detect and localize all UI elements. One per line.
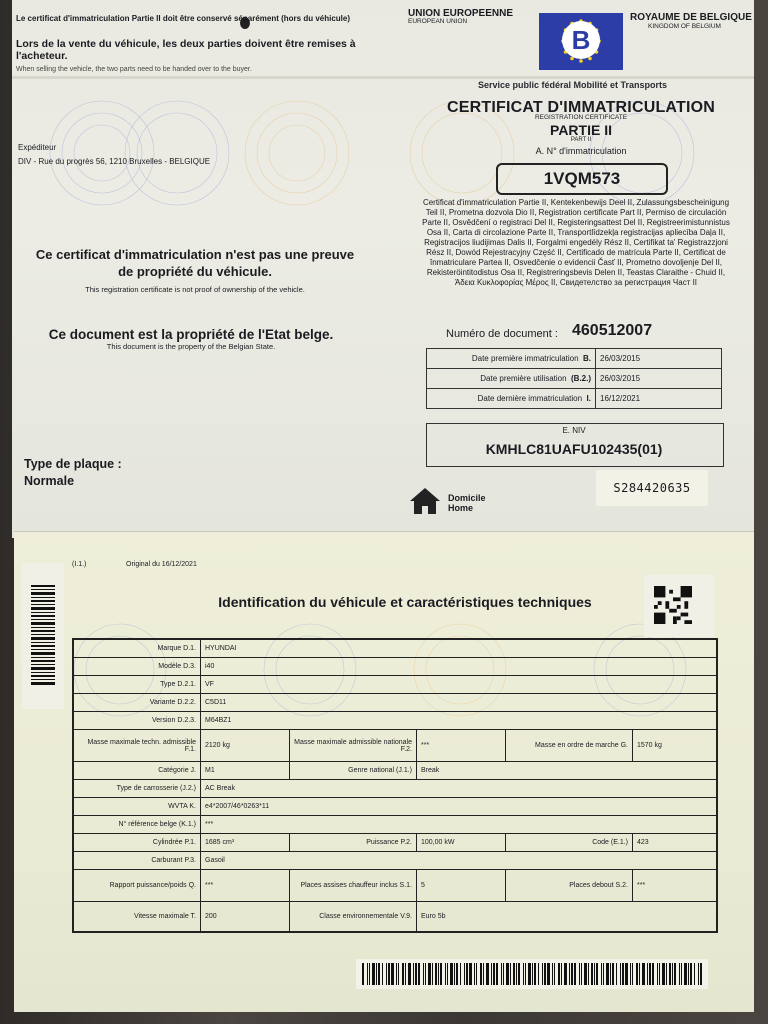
barcode-icon: [22, 563, 64, 709]
table-row: [73, 694, 717, 712]
part-title: PARTIE II: [550, 122, 612, 138]
table-row: [427, 349, 722, 369]
row-label: Cylindrée P.1.: [73, 834, 201, 852]
row-label: Places debout S.2.: [506, 870, 633, 902]
row-label: Vitesse maximale T.: [73, 902, 201, 932]
row-value: ***: [633, 870, 718, 902]
row-value: 200: [201, 902, 290, 932]
table-row: [73, 852, 717, 870]
row-label: Version D.2.3.: [73, 712, 201, 730]
date-label: Date première immatriculation B.: [427, 349, 596, 369]
fold-line: [12, 76, 754, 79]
table-row: [73, 870, 717, 902]
document-number: 460512007: [572, 322, 653, 339]
plate-type: [24, 456, 122, 490]
keep-separately-note: Le certificat d'immatriculation Partie II doit être conservé séparément (hors du véhicule): [16, 14, 350, 23]
table-row: [427, 389, 722, 409]
plate-type-value: Normale: [24, 474, 75, 488]
table-row: [73, 712, 717, 730]
table-row: [73, 798, 717, 816]
table-row: [73, 816, 717, 834]
row-value: 423: [633, 834, 718, 852]
row-value: e4*2007/46*0263*11: [201, 798, 718, 816]
row-label: Catégorie J.: [73, 762, 201, 780]
date-value: 16/12/2021: [596, 389, 722, 409]
row-value: AC Break: [201, 780, 718, 798]
domicile-text: Domicile: [448, 493, 486, 503]
row-value: Euro 5b: [417, 902, 718, 932]
home-icon: [408, 486, 442, 516]
plate-type-label: Type de plaque :: [24, 457, 122, 471]
sender-label: Expéditeur: [18, 143, 57, 152]
state-property-note-en: This document is the property of the Belgian State.: [106, 342, 276, 351]
row-label: Masse en ordre de marche G.: [506, 730, 633, 762]
row-label: Genre national (J.1.): [290, 762, 417, 780]
original-date: Original du 16/12/2021: [126, 561, 197, 568]
row-label: Marque D.1.: [73, 639, 201, 658]
eu-label: UNION EUROPEENNE: [408, 8, 514, 19]
row-label: N° référence belge (K.1.): [73, 816, 201, 834]
original-code: (I.1.): [72, 561, 87, 568]
sender-address: DIV - Rue du progrès 56, 1210 Bruxelles - BELGIQUE: [18, 157, 211, 166]
date-label: Date première utilisation (B.2.): [427, 369, 596, 389]
plate-label: A. N° d'immatriculation: [535, 146, 627, 156]
technical-characteristics-table: [72, 638, 718, 933]
home-text: Home: [448, 503, 474, 513]
document-number-label: Numéro de document :: [446, 328, 558, 340]
row-value: M1: [201, 762, 290, 780]
date-label: Date dernière immatriculation I.: [427, 389, 596, 409]
row-value: VF: [201, 676, 718, 694]
sale-note-en: When selling the vehicle, the two parts need to be handed over to the buyer.: [16, 66, 252, 73]
row-value: Break: [417, 762, 718, 780]
row-label: Places assises chauffeur inclus S.1.: [290, 870, 417, 902]
row-value: HYUNDAI: [201, 639, 718, 658]
row-value: 1570 kg: [633, 730, 718, 762]
row-label: Carburant P.3.: [73, 852, 201, 870]
part-title-en: PART II: [570, 137, 592, 143]
row-label: Type D.2.1.: [73, 676, 201, 694]
date-value: 26/03/2015: [596, 369, 722, 389]
sale-note: Lors de la vente du véhicule, les deux parties doivent être remises à l'acheteur.: [16, 38, 356, 62]
multilingual-titles: Certificat d'immatriculation Partie II, Kentekenbewijs Deel II, Zulassungsbescheinigung Teil II, Prometna dozvola Dio II, Registration certificate Part II, Permiso de circulación Parte II, Osvědčení o registraci Del II, Registeringsattest Del II, Registreerimistunnistus Osa II, Carta di circolazione Parte II, Transportlīdzekļa registracijas apliecība Daļa II, Registracijos liudijimas Dalis II, Forgalmi engedély Rész II, Certifikat ta' Registrazzjoni Rész II, Dowód Rejestracyjny Część II, Certificado de matrícula Parte II, Certificat de înmatriculare Partea II, Osvedčenie o evidencii Časť II, Prometno dovoljenje Del II, Rekisteröintitodistus Osa II, Registreringsbevis Delen II, Teastas Claraithe - Chuid II, Άδεια Κυκλοφορίας Μέρος II, Свидетелство за регистрация Част II: [422, 198, 730, 287]
table-row: [73, 676, 717, 694]
table-row: [73, 780, 717, 798]
ownership-disclaimer-en: This registration certificate is not proof of ownership of the vehicle.: [85, 285, 305, 294]
table-row: [73, 902, 717, 932]
service-name: Service public fédéral Mobilité et Transports: [478, 80, 668, 90]
kingdom-label-en: KINGDOM OF BELGIUM: [648, 23, 721, 30]
table-row: [73, 730, 717, 762]
row-value: ***: [417, 730, 506, 762]
eu-label-en: EUROPEAN UNION: [408, 18, 468, 25]
registration-number: 1VQM573: [496, 163, 668, 195]
row-label: Rapport puissance/poids Q.: [73, 870, 201, 902]
row-value: ***: [201, 816, 718, 834]
horizontal-barcode: [356, 959, 708, 989]
date-value: 26/03/2015: [596, 349, 722, 369]
kingdom-label: ROYAUME DE BELGIQUE: [630, 12, 752, 23]
certificate-title-en: REGISTRATION CERTIFICATE: [534, 114, 628, 121]
ownership-disclaimer: Ce certificat d'immatriculation n'est pas une preuve de propriété du véhicule.: [35, 247, 355, 279]
registration-dates-table: [426, 348, 722, 409]
barcode-icon: [356, 959, 708, 989]
row-label: Masse maximale techn. admissible F.1.: [73, 730, 201, 762]
domicile-label: [448, 493, 486, 513]
row-value: M64BZ1: [201, 712, 718, 730]
row-value: 100,00 kW: [417, 834, 506, 852]
table-row: [73, 762, 717, 780]
row-label: Classe environnementale V.9.: [290, 902, 417, 932]
certificate-title: CERTIFICAT D'IMMATRICULATION: [446, 99, 716, 116]
row-value: Gasoil: [201, 852, 718, 870]
table-row: [73, 658, 717, 676]
row-value: i40: [201, 658, 718, 676]
table-row: [73, 834, 717, 852]
row-label: Masse maximale admissible nationale F.2.: [290, 730, 417, 762]
row-label: Puissance P.2.: [290, 834, 417, 852]
table-row: [427, 369, 722, 389]
row-value: 1685 cm³: [201, 834, 290, 852]
row-label: WVTA K.: [73, 798, 201, 816]
row-label: Type de carrosserie (J.2.): [73, 780, 201, 798]
table-row: [73, 639, 717, 658]
serial-number-sticker: S284420635: [596, 470, 708, 506]
country-code: B: [562, 21, 600, 59]
vertical-barcode: [22, 563, 64, 709]
row-value: ***: [201, 870, 290, 902]
row-label: Modèle D.3.: [73, 658, 201, 676]
row-value: 5: [417, 870, 506, 902]
section-title: Identification du véhicule et caractéristiques techniques: [218, 594, 592, 610]
state-property-note: Ce document est la propriété de l'Etat belge.: [48, 327, 334, 342]
vin-number: KMHLC81UAFU102435(01): [485, 441, 663, 457]
row-value: C5D11: [201, 694, 718, 712]
qr-code-icon: [654, 585, 692, 625]
row-label: Code (E.1.): [506, 834, 633, 852]
row-label: Variante D.2.2.: [73, 694, 201, 712]
row-value: 2120 kg: [201, 730, 290, 762]
vin-label: E. NIV: [562, 426, 586, 435]
